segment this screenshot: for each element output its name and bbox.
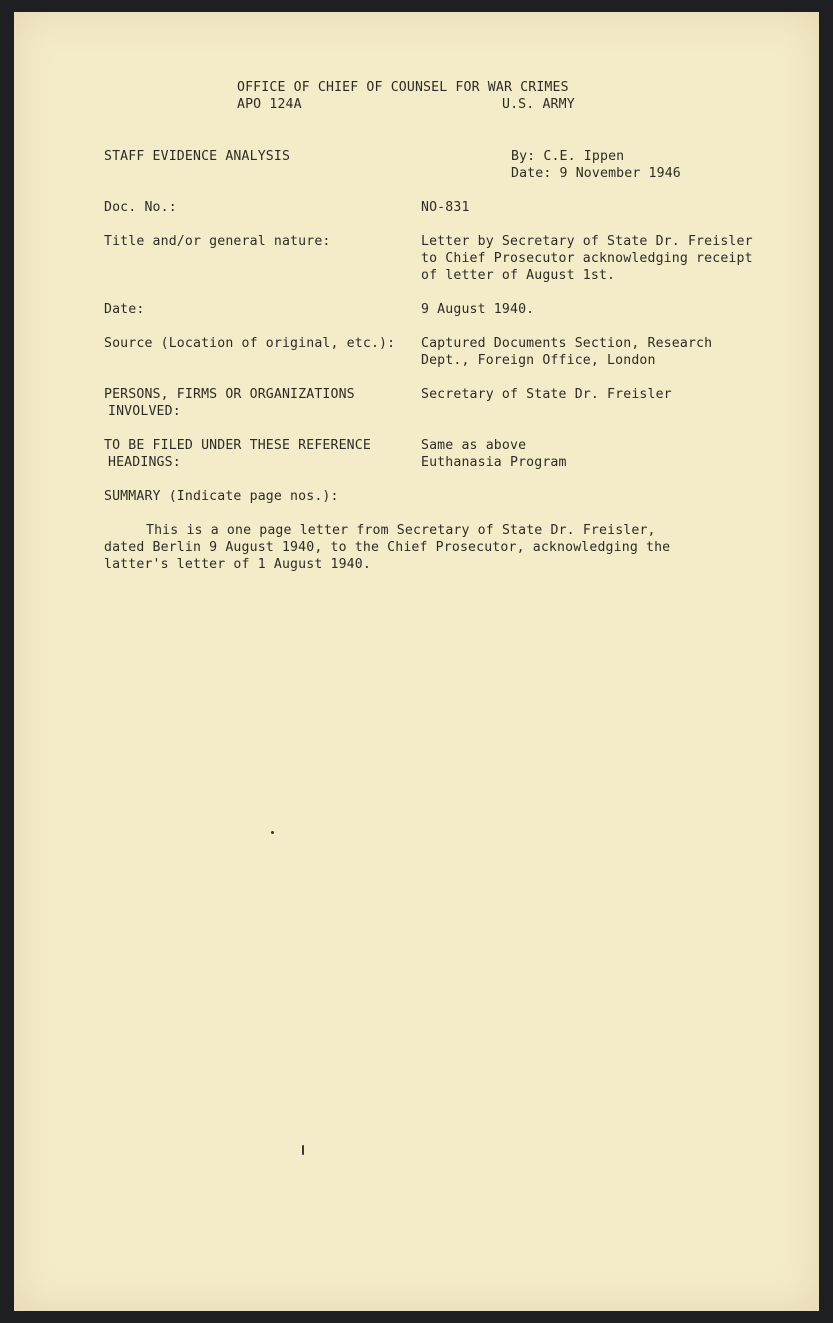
- summary-text-line: latter's letter of 1 August 1940.: [104, 557, 371, 572]
- summary-label: SUMMARY (Indicate page nos.):: [104, 489, 339, 504]
- doc-no-label: Doc. No.:: [104, 200, 177, 215]
- filed-value-line: Same as above: [421, 438, 527, 453]
- apo-number: APO 124A: [237, 97, 302, 112]
- source-value-line: Dept., Foreign Office, London: [421, 353, 656, 368]
- date-label: Date:: [104, 302, 145, 317]
- title-label: Title and/or general nature:: [104, 234, 331, 249]
- analyst-name: By: C.E. Ippen: [511, 149, 625, 164]
- title-value-line: to Chief Prosecutor acknowledging receipt: [421, 251, 753, 266]
- title-value-line: of letter of August 1st.: [421, 268, 616, 283]
- office-heading: OFFICE OF CHIEF OF COUNSEL FOR WAR CRIMES: [237, 80, 569, 95]
- persons-value: Secretary of State Dr. Freisler: [421, 387, 672, 402]
- doc-no-value: NO-831: [421, 200, 470, 215]
- filed-label-line: TO BE FILED UNDER THESE REFERENCE: [104, 438, 371, 453]
- document-page: [14, 12, 819, 1311]
- analysis-title: STAFF EVIDENCE ANALYSIS: [104, 149, 291, 164]
- filed-label-line: HEADINGS:: [108, 455, 181, 470]
- analysis-date: Date: 9 November 1946: [511, 166, 681, 181]
- title-value-line: Letter by Secretary of State Dr. Freisler: [421, 234, 753, 249]
- persons-label-line: INVOLVED:: [108, 404, 181, 419]
- paper-mark: [302, 1145, 304, 1155]
- army-label: U.S. ARMY: [502, 97, 575, 112]
- source-label: Source (Location of original, etc.):: [104, 336, 396, 351]
- persons-label-line: PERSONS, FIRMS OR ORGANIZATIONS: [104, 387, 355, 402]
- paper-speck: [271, 831, 274, 834]
- summary-text-line: dated Berlin 9 August 1940, to the Chief Prosecutor, acknowledging the: [104, 540, 671, 555]
- filed-value-line: Euthanasia Program: [421, 455, 567, 470]
- source-value-line: Captured Documents Section, Research: [421, 336, 713, 351]
- date-value: 9 August 1940.: [421, 302, 535, 317]
- summary-text-line: This is a one page letter from Secretary of State Dr. Freisler,: [146, 523, 656, 538]
